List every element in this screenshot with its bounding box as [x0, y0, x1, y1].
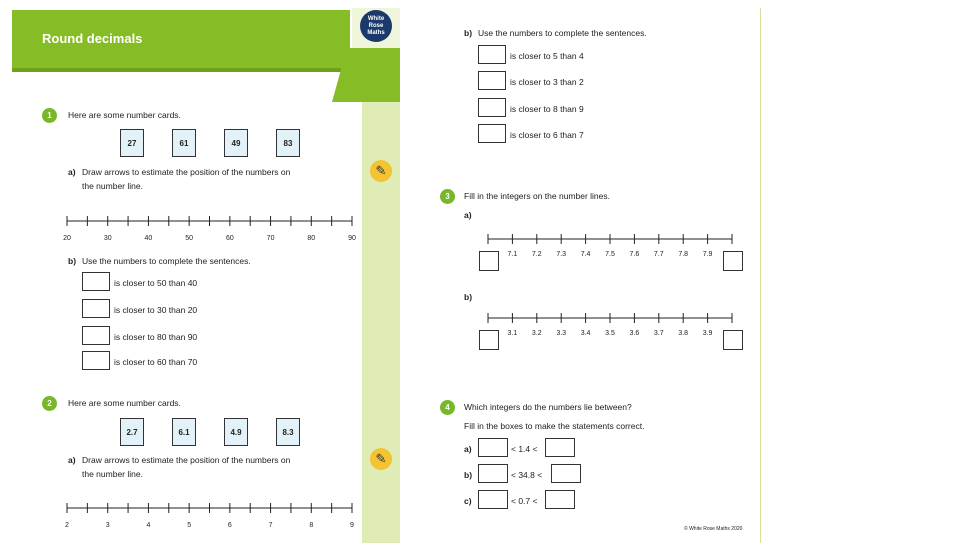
part-label: c) — [464, 496, 472, 506]
tick-label: 7.3 — [556, 251, 567, 258]
tick-label: 7 — [268, 522, 273, 529]
number-line-2 — [12, 8, 400, 543]
tick-label: 50 — [185, 235, 194, 242]
tick-label: 30 — [103, 235, 112, 242]
question-number: 1 — [42, 108, 57, 123]
tick-label: 7.5 — [605, 251, 615, 258]
copyright-footer: © White Rose Maths 2020 — [684, 526, 743, 532]
tick-label: 3.8 — [678, 330, 689, 337]
tick-label: 90 — [348, 235, 356, 242]
part-text: Use the numbers to complete the sentences. — [82, 256, 251, 266]
question-intro: Fill in the integers on the number lines. — [464, 191, 610, 201]
tick-label: 7.2 — [531, 251, 542, 258]
answer-box[interactable] — [478, 490, 508, 509]
tick-label: 6 — [227, 522, 232, 529]
instruction-text: Fill in the boxes to make the statements correct. — [464, 421, 645, 431]
question-intro: Here are some number cards. — [68, 398, 181, 408]
answer-box[interactable] — [551, 464, 581, 483]
tick-label: 9 — [350, 522, 354, 529]
sentence-text: is closer to 50 than 40 — [114, 278, 198, 288]
sentence-text: is closer to 80 than 90 — [114, 332, 198, 342]
inequality-text: < 34.8 < — [511, 470, 543, 480]
number-line-3b — [438, 8, 760, 543]
number-card: 83 — [276, 129, 300, 157]
sentence-text: is closer to 30 than 20 — [114, 305, 198, 315]
part-text: the number line. — [82, 181, 143, 191]
tick-label: 20 — [63, 235, 71, 242]
answer-box[interactable] — [545, 490, 575, 509]
right-page — [438, 8, 761, 543]
tick-label: 80 — [307, 235, 316, 242]
part-label: b) — [68, 256, 77, 266]
part-label: a) — [464, 210, 472, 220]
tick-label: 7.4 — [580, 251, 591, 258]
tick-label: 5 — [187, 522, 192, 529]
tick-label: 7.8 — [678, 251, 689, 258]
page-title: Round decimals — [42, 31, 143, 46]
number-card: 49 — [224, 129, 248, 157]
tick-label: 7.9 — [702, 251, 713, 258]
number-card: 27 — [120, 129, 144, 157]
number-card: 6.1 — [172, 418, 196, 446]
inequality-text: < 0.7 < — [511, 496, 538, 506]
tick-label: 40 — [144, 235, 153, 242]
tick-label: 3.4 — [580, 330, 591, 337]
left-page — [12, 8, 400, 543]
tick-label: 3.5 — [605, 330, 615, 337]
sentence-text: is closer to 5 than 4 — [510, 51, 584, 61]
part-text: Use the numbers to complete the sentences. — [478, 28, 647, 38]
tick-label: 3.9 — [702, 330, 713, 337]
white-rose-maths-logo: White Rose Maths — [360, 10, 392, 42]
question-intro: Which integers do the numbers lie between? — [464, 402, 632, 412]
question-number: 3 — [440, 189, 455, 204]
part-label: a) — [68, 167, 76, 177]
number-card: 8.3 — [276, 418, 300, 446]
tick-label: 70 — [266, 235, 275, 242]
part-label: a) — [464, 444, 472, 454]
part-label: b) — [464, 28, 473, 38]
answer-box[interactable] — [479, 330, 499, 350]
pencil-icon: ✎ — [370, 160, 392, 182]
answer-box[interactable] — [478, 464, 508, 483]
inequality-text: < 1.4 < — [511, 444, 538, 454]
tick-label: 2 — [65, 522, 69, 529]
tick-label: 4 — [146, 522, 151, 529]
part-text: the number line. — [82, 469, 143, 479]
part-text: Draw arrows to estimate the position of the numbers on — [82, 167, 291, 177]
answer-box[interactable] — [545, 438, 575, 457]
sentence-text: is closer to 8 than 9 — [510, 104, 584, 114]
part-label: b) — [464, 292, 473, 302]
tick-label: 7.6 — [629, 251, 640, 258]
tick-label: 3.2 — [531, 330, 542, 337]
tick-label: 3.6 — [629, 330, 640, 337]
answer-box[interactable] — [478, 438, 508, 457]
sentence-text: is closer to 3 than 2 — [510, 77, 584, 87]
question-number: 4 — [440, 400, 455, 415]
tick-label: 3.1 — [507, 330, 518, 337]
part-label: b) — [464, 470, 473, 480]
tick-label: 60 — [225, 235, 234, 242]
sentence-text: is closer to 60 than 70 — [114, 357, 198, 367]
pencil-icon: ✎ — [370, 448, 392, 470]
tick-label: 7.1 — [507, 251, 518, 258]
tick-label: 7.7 — [653, 251, 664, 258]
sentence-text: is closer to 6 than 7 — [510, 130, 584, 140]
answer-box[interactable] — [723, 330, 743, 350]
number-card: 61 — [172, 129, 196, 157]
part-text: Draw arrows to estimate the position of the numbers on — [82, 455, 291, 465]
number-card: 2.7 — [120, 418, 144, 446]
tick-label: 3 — [105, 522, 110, 529]
tick-label: 8 — [309, 522, 314, 529]
tick-label: 3.7 — [653, 330, 664, 337]
question-intro: Here are some number cards. — [68, 110, 181, 120]
tick-label: 3.3 — [556, 330, 567, 337]
part-label: a) — [68, 455, 76, 465]
number-card: 4.9 — [224, 418, 248, 446]
question-number: 2 — [42, 396, 57, 411]
